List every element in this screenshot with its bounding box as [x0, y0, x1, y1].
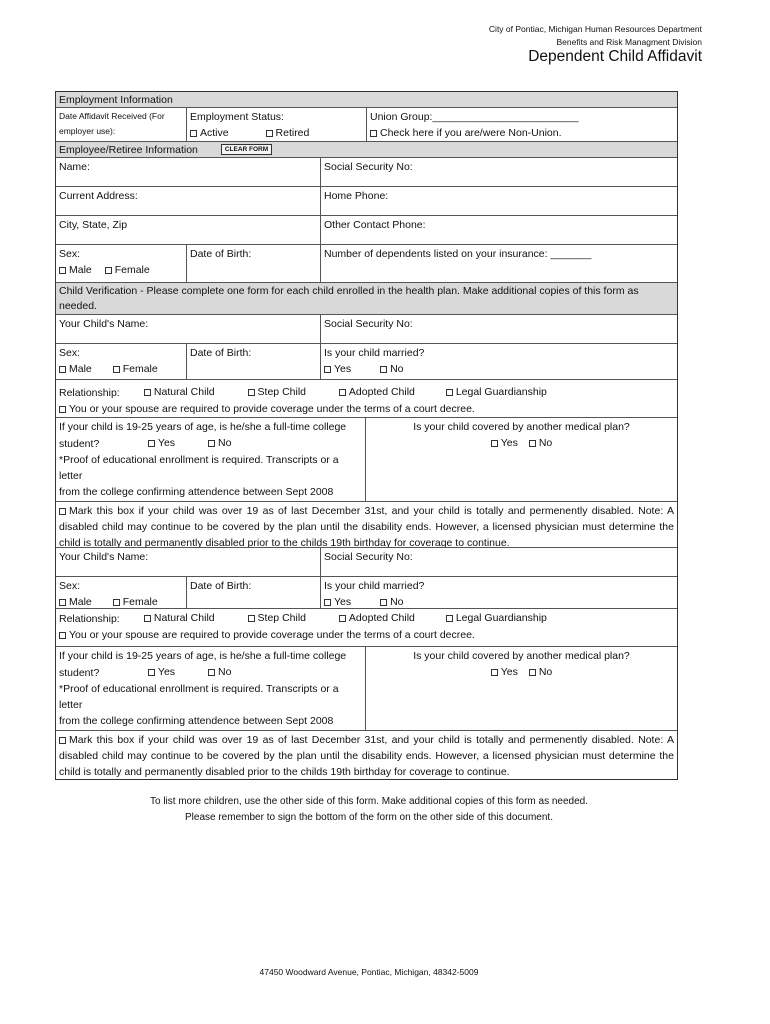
child-1-male-label: Male	[69, 363, 92, 375]
child-1-married-no-label: No	[390, 363, 404, 375]
child-1-student-label: student?	[59, 437, 100, 450]
child-1-step-checkbox[interactable]	[248, 389, 255, 396]
employee-address-row	[56, 187, 677, 216]
child-1-ssn-field[interactable]: Social Security No:	[324, 318, 413, 330]
child-1-married-field	[321, 344, 677, 379]
child-1-sex-field	[56, 344, 187, 379]
child-2-other-plan-yes-checkbox[interactable]	[491, 669, 498, 676]
child-2-name-row	[56, 548, 677, 577]
active-label: Active	[200, 127, 229, 139]
child-2-natural-checkbox[interactable]	[144, 615, 151, 622]
child-1-male-checkbox[interactable]	[59, 366, 66, 373]
child-2-student-label: student?	[59, 666, 100, 679]
employee-ssn-field[interactable]: Social Security No:	[324, 161, 413, 173]
child-2-female-label: Female	[122, 596, 158, 608]
employee-heading: Employee/Retiree Information	[59, 144, 198, 156]
child-2-ssn-field[interactable]: Social Security No:	[324, 551, 413, 563]
child-2-step-label: Step Child	[257, 612, 306, 624]
child-2-relationship-label: Relationship:	[59, 612, 120, 625]
child-2-other-plan-no-label: No	[538, 666, 553, 678]
child-2-male-label: Male	[69, 596, 92, 608]
employee-male-checkbox[interactable]	[59, 267, 66, 274]
header-line-1: City of Pontiac, Michigan Human Resources Department	[488, 24, 702, 34]
header-line-2: Benefits and Risk Managment Division	[556, 37, 702, 47]
employee-heading-row	[56, 142, 677, 158]
child-2-sex-row	[56, 577, 677, 609]
child-2-sex-field	[56, 577, 187, 608]
child-verification-heading: Child Verification - Please complete one form for each child enrolled in the health plan. Make additional copies of this form as needed.	[59, 285, 639, 312]
employee-dob-field[interactable]: Date of Birth:	[187, 245, 321, 282]
child-1-married-label: Is your child married?	[324, 347, 425, 359]
child-2-male-checkbox[interactable]	[59, 599, 66, 606]
child-1-name-row	[56, 315, 677, 344]
child-1-disabled-field	[56, 502, 677, 547]
department-header	[489, 23, 702, 49]
child-2-married-no-label: No	[390, 596, 404, 608]
child-1-student-no-checkbox[interactable]	[208, 440, 215, 447]
employment-row	[56, 108, 677, 142]
child-2-college-question: If your child is 19-25 years of age, is he/she a full-time college	[59, 650, 347, 662]
child-2-student-no-label: No	[217, 666, 232, 678]
child-1-other-plan-yes-label: Yes	[500, 437, 518, 449]
other-phone-field[interactable]: Other Contact Phone:	[324, 219, 426, 231]
child-1-relationship-label: Relationship:	[59, 386, 120, 399]
child-1-married-yes-label: Yes	[334, 363, 352, 375]
child-1-married-no-checkbox[interactable]	[380, 366, 387, 373]
child-1-court-label: You or your spouse are required to provide coverage under the terms of a court decree.	[69, 402, 475, 415]
child-1-female-checkbox[interactable]	[113, 366, 120, 373]
child-1-court-checkbox[interactable]	[59, 406, 66, 413]
child-1-college-question: If your child is 19-25 years of age, is he/she a full-time college	[59, 421, 347, 433]
non-union-checkbox[interactable]	[370, 130, 377, 137]
child-2-student-yes-label: Yes	[157, 666, 176, 678]
child-1-disabled-row	[56, 502, 677, 548]
child-2-adopted-label: Adopted Child	[348, 612, 415, 624]
union-field	[367, 108, 677, 141]
employee-name-field[interactable]: Name:	[56, 158, 321, 186]
child-1-sex-label: Sex:	[59, 347, 81, 359]
employee-name-row	[56, 158, 677, 187]
child-1-other-plan-label: Is your child covered by another medical plan?	[413, 421, 630, 433]
employee-heading-cell	[56, 142, 677, 157]
child-1-dob-field[interactable]: Date of Birth:	[187, 344, 321, 379]
retired-label: Retired	[275, 127, 310, 139]
child-1-student-yes-checkbox[interactable]	[148, 440, 155, 447]
footer-instructions	[0, 794, 738, 826]
child-1-adopted-checkbox[interactable]	[339, 389, 346, 396]
city-state-zip-field[interactable]: City, State, Zip	[56, 216, 321, 244]
employee-female-label: Female	[114, 264, 150, 276]
footer-line-2: Please remember to sign the bottom of the form on the other side of this document.	[185, 812, 553, 823]
child-2-adopted-checkbox[interactable]	[339, 615, 346, 622]
date-received-label: Date Affidavit Received (For employer use):	[56, 108, 187, 141]
child-1-other-plan-field	[366, 418, 677, 501]
child-1-proof-line-3	[59, 500, 362, 502]
child-2-court-checkbox[interactable]	[59, 632, 66, 639]
child-2-disabled-row	[56, 731, 677, 779]
child-2-other-plan-label: Is your child covered by another medical plan?	[413, 650, 630, 662]
child-2-legal-label: Legal Guardianship	[455, 612, 547, 624]
child-2-student-no-checkbox[interactable]	[208, 669, 215, 676]
dependents-count-field[interactable]: Number of dependents listed on your insurance: _______	[324, 248, 592, 260]
child-2-disabled-field	[56, 731, 677, 779]
child-1-step-label: Step Child	[257, 386, 306, 398]
child-1-other-plan-no-checkbox[interactable]	[529, 440, 536, 447]
child-1-relationship-field	[56, 380, 677, 417]
child-1-adopted-label: Adopted Child	[348, 386, 415, 398]
employee-female-checkbox[interactable]	[105, 267, 112, 274]
child-2-disabled-text: Mark this box if your child was over 19 as of last December 31st, and your child is totally and permenently disabled. Note: A disabled child may continue to be covered by the plan until the disability ends. However, a licensed physician must determine the child is totally and permanently disabled prior to the childs 19th birthday for coverage to continue.	[59, 734, 674, 778]
non-union-label: Check here if you are/were Non-Union.	[380, 127, 562, 139]
affidavit-form	[55, 91, 678, 780]
child-2-married-yes-label: Yes	[334, 596, 352, 608]
home-phone-field[interactable]: Home Phone:	[324, 190, 389, 202]
employee-city-row	[56, 216, 677, 245]
child-1-proof-line-2: from the college confirming attendence between Sept 2008	[59, 485, 334, 498]
child-1-college-row	[56, 418, 677, 502]
child-2-dob-field[interactable]: Date of Birth:	[187, 577, 321, 608]
child-2-legal-checkbox[interactable]	[446, 615, 453, 622]
child-1-proof-line-1: *Proof of educational enrollment is required. Transcripts or a letter	[59, 453, 339, 482]
child-2-relationship-row	[56, 609, 677, 647]
child-1-natural-checkbox[interactable]	[144, 389, 151, 396]
child-2-married-yes-checkbox[interactable]	[324, 599, 331, 606]
child-1-disabled-text: Mark this box if your child was over 19 as of last December 31st, and your child is totally and permenently disabled. Note: A disabled child may continue to be covered by the plan until the disability ends. However, a licensed physician must determine the child is totally and permanently disabled prior to the childs 19th birthday for coverage to continue.	[59, 505, 674, 547]
child-1-legal-label: Legal Guardianship	[455, 386, 547, 398]
child-2-married-label: Is your child married?	[324, 580, 425, 592]
child-2-proof-line-3	[59, 729, 362, 731]
child-1-name-field[interactable]: Your Child's Name:	[56, 315, 321, 343]
child-1-college-field	[56, 418, 366, 501]
child-1-student-yes-label: Yes	[157, 437, 176, 449]
child-2-sex-label: Sex:	[59, 580, 81, 592]
child-1-relationship-row	[56, 380, 677, 418]
child-2-female-checkbox[interactable]	[113, 599, 120, 606]
child-1-natural-label: Natural Child	[153, 386, 215, 398]
child-1-female-label: Female	[122, 363, 158, 375]
employment-heading: Employment Information	[59, 94, 173, 106]
child-2-college-row	[56, 647, 677, 731]
child-2-other-plan-yes-label: Yes	[500, 666, 518, 678]
union-group-input[interactable]: Union Group:_________________________	[370, 111, 579, 123]
child-2-step-checkbox[interactable]	[248, 615, 255, 622]
employment-status-label: Employment Status:	[190, 111, 284, 123]
child-2-name-field[interactable]: Your Child's Name:	[56, 548, 321, 576]
child-verification-heading-row	[56, 283, 677, 315]
child-2-court-label: You or your spouse are required to provide coverage under the terms of a court decree.	[69, 628, 475, 641]
employment-heading-row	[56, 92, 677, 108]
page-title: Dependent Child Affidavit	[528, 48, 702, 65]
child-2-other-plan-no-checkbox[interactable]	[529, 669, 536, 676]
child-1-student-no-label: No	[217, 437, 232, 449]
employee-male-label: Male	[69, 264, 92, 276]
footer-address: 47450 Woodward Avenue, Pontiac, Michigan, 48342-5009	[259, 967, 479, 977]
child-2-other-plan-field	[366, 647, 677, 730]
child-2-natural-label: Natural Child	[153, 612, 215, 624]
child-2-student-yes-checkbox[interactable]	[148, 669, 155, 676]
clear-form-button[interactable]: CLEAR FORM	[221, 144, 272, 155]
child-2-relationship-field	[56, 609, 677, 646]
child-2-college-field	[56, 647, 366, 730]
child-1-other-plan-yes-checkbox[interactable]	[491, 440, 498, 447]
child-1-married-yes-checkbox[interactable]	[324, 366, 331, 373]
active-checkbox[interactable]	[190, 130, 197, 137]
employee-sex-label: Sex:	[59, 248, 81, 260]
child-1-legal-checkbox[interactable]	[446, 389, 453, 396]
footer-line-1: To list more children, use the other side of this form. Make additional copies of this form as needed.	[150, 796, 588, 807]
current-address-field[interactable]: Current Address:	[56, 187, 321, 215]
employment-status-field	[187, 108, 367, 141]
child-1-sex-row	[56, 344, 677, 380]
child-2-married-no-checkbox[interactable]	[380, 599, 387, 606]
retired-checkbox[interactable]	[266, 130, 273, 137]
child-2-married-field	[321, 577, 677, 608]
child-2-proof-line-2: from the college confirming attendence between Sept 2008	[59, 714, 334, 727]
employee-sex-field	[56, 245, 187, 282]
child-1-other-plan-no-label: No	[538, 437, 553, 449]
employee-sex-row	[56, 245, 677, 283]
child-1-disabled-checkbox[interactable]	[59, 508, 66, 515]
child-2-proof-line-1: *Proof of educational enrollment is required. Transcripts or a letter	[59, 682, 339, 711]
child-2-disabled-checkbox[interactable]	[59, 737, 66, 744]
